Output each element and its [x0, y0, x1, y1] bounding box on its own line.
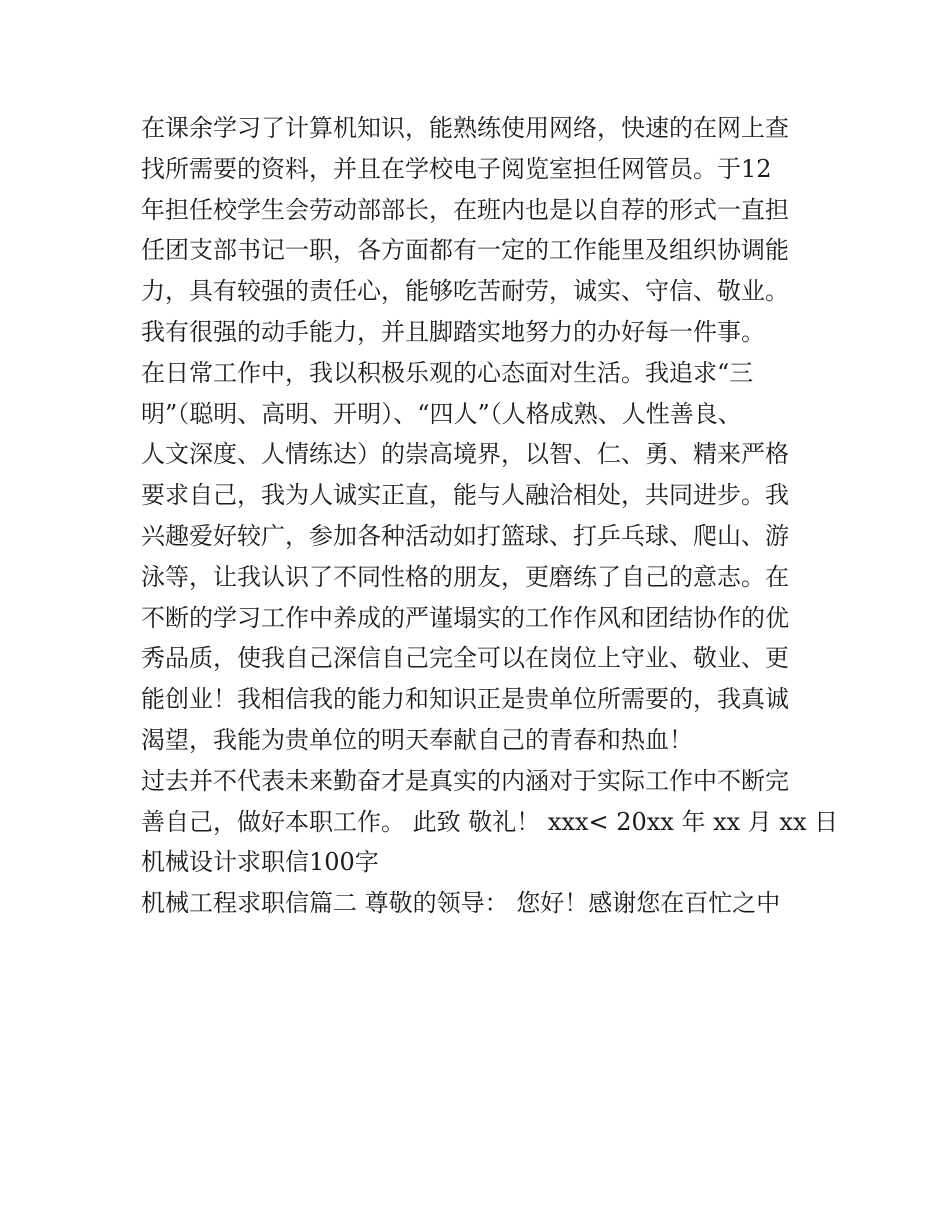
text-line: 人文深度、人情练达）的崇高境界，以智、仁、勇、精来严格: [141, 440, 789, 469]
text-line: 在课余学习了计算机知识，能熟练使用网络，快速的在网上查: [141, 114, 789, 142]
text-line: 年担任校学生会劳动部部长，在班内也是以自荐的形式一直担: [141, 195, 789, 224]
letter-body: [141, 108, 839, 924]
text-line: 任团支部书记一职，各方面都有一定的工作能里及组织协调能: [141, 236, 789, 265]
text-line: 机械工程求职信篇二 尊敬的领导： 您好！感谢您在百忙之中: [141, 889, 781, 918]
text-line: 在日常工作中，我以积极乐观的心态面对生活。我追求“三: [141, 358, 754, 387]
text-line: 能创业！我相信我的能力和知识正是贵单位所需要的，我真诚: [141, 685, 789, 714]
text-line: 秀品质，使我自己深信自己完全可以在岗位上守业、敬业、更: [141, 644, 789, 673]
text-line: 过去并不代表未来勤奋才是真实的内涵对于实际工作中不断完: [141, 766, 789, 795]
text-line: 明”（聪明、高明、开明）、“四人”（人格成熟、人性善良、: [141, 399, 742, 428]
text-line: 兴趣爱好较广，参加各种活动如打篮球、打乒乓球、爬山、游: [141, 521, 789, 550]
text-line: 泳等，让我认识了不同性格的朋友，更磨练了自己的意志。在: [141, 562, 789, 591]
text-line: 找所需要的资料，并且在学校电子阅览室担任网管员。于12: [141, 154, 772, 183]
section-title: 机械设计求职信100字: [141, 848, 379, 877]
text-line: 力，具有较强的责任心，能够吃苦耐劳，诚实、守信、敬业。: [141, 277, 789, 306]
text-line: 不断的学习工作中养成的严谨塌实的工作作风和团结协作的优: [141, 603, 789, 632]
text-line: 要求自己，我为人诚实正直，能与人融洽相处，共同进步。我: [141, 481, 789, 510]
text-line: 渴望，我能为贵单位的明天奉献自己的青春和热血！: [141, 725, 693, 754]
text-line: 我有很强的动手能力，并且脚踏实地努力的办好每一件事。: [141, 317, 765, 346]
closing-line: 善自己，做好本职工作。 此致 敬礼！ xxx< 20xx 年 xx 月 xx 日: [141, 807, 839, 836]
